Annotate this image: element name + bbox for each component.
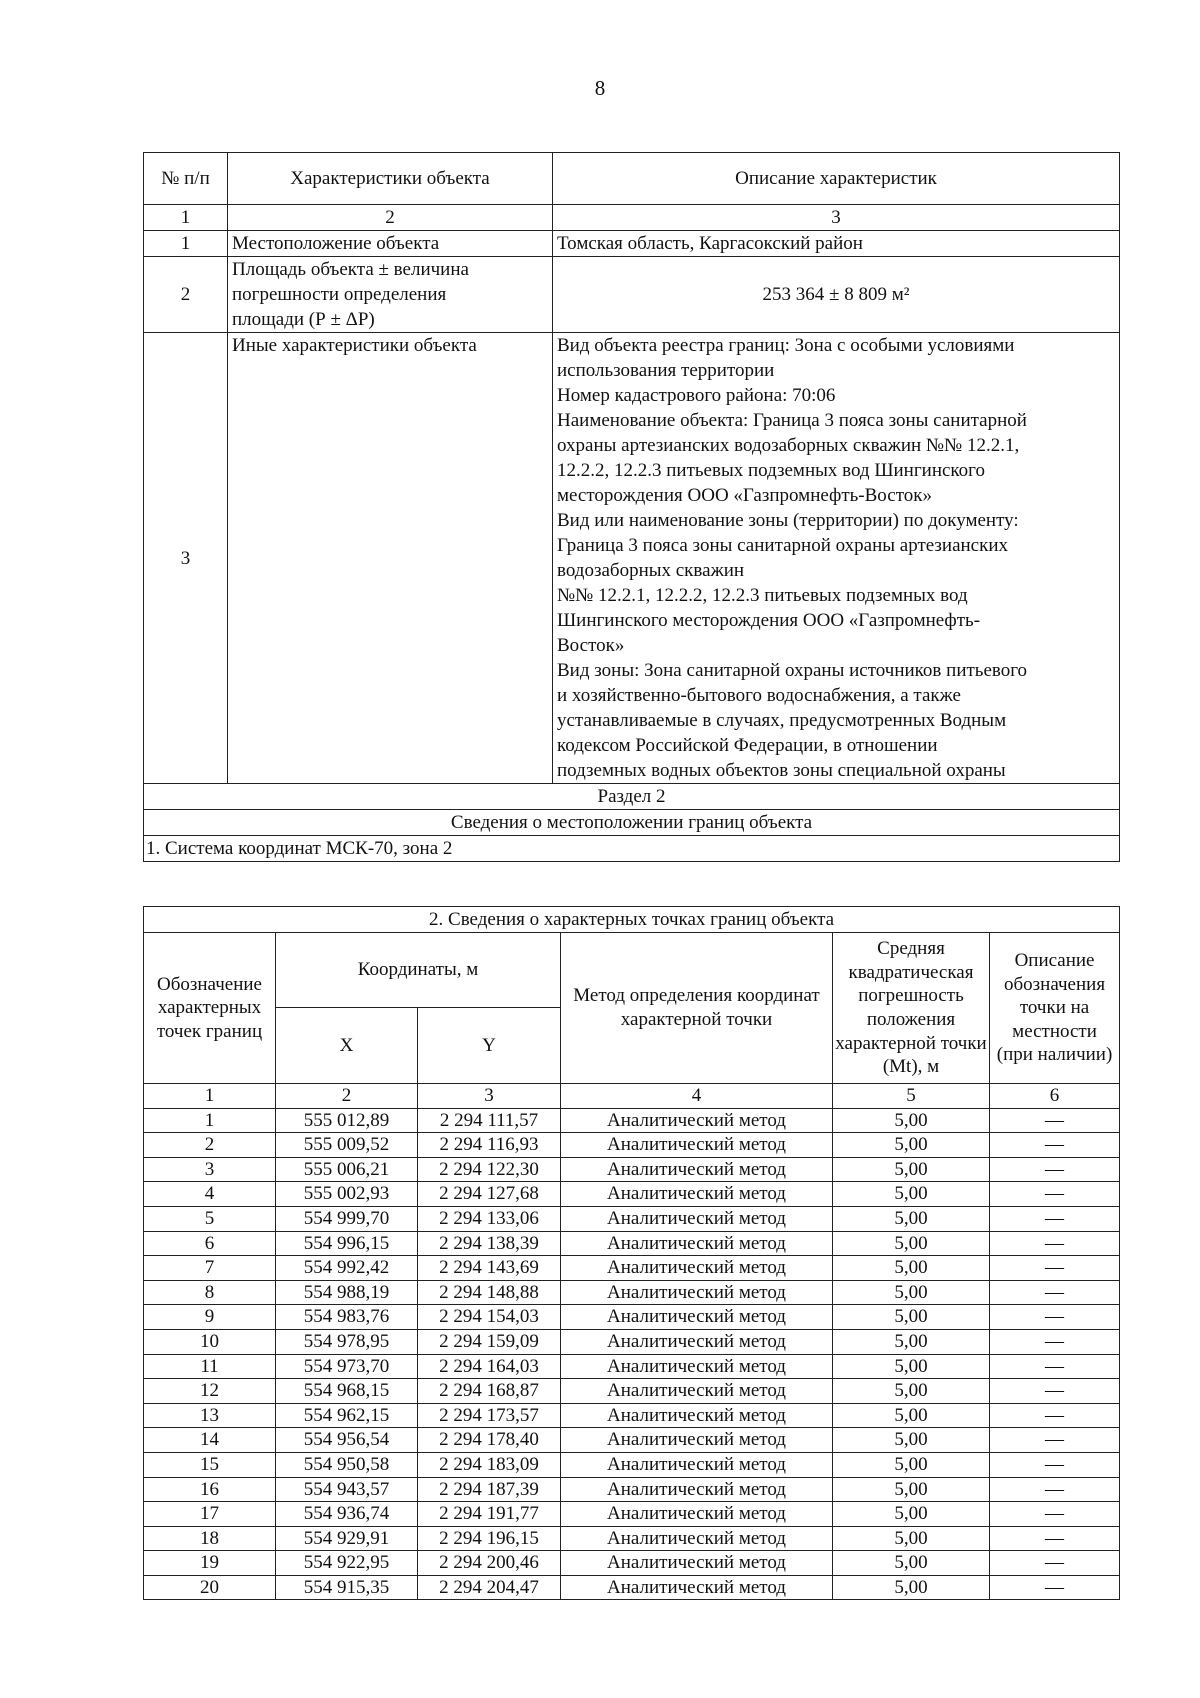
text-line: Восток» <box>557 635 625 656</box>
section-title-row <box>144 784 1120 810</box>
row-desc <box>553 333 1120 784</box>
coord-x: 554 988,19 <box>276 1280 418 1305</box>
error: 5,00 <box>833 1182 990 1207</box>
coord-x: 554 929,91 <box>276 1526 418 1551</box>
coord-y: 2 294 168,87 <box>418 1379 561 1404</box>
row-number: 3 <box>144 333 228 784</box>
table-row <box>144 1231 1120 1256</box>
table-row <box>144 1526 1120 1551</box>
coord-x: 554 936,74 <box>276 1502 418 1527</box>
col-number: 3 <box>553 205 1120 231</box>
point-number: 16 <box>144 1477 276 1502</box>
coord-y: 2 294 173,57 <box>418 1403 561 1428</box>
point-number: 11 <box>144 1354 276 1379</box>
text-line: Наименование объекта: Граница 3 пояса зоны санитарной <box>557 410 1027 431</box>
error: 5,00 <box>833 1305 990 1330</box>
point-number: 20 <box>144 1575 276 1600</box>
point-description: — <box>990 1108 1120 1133</box>
error: 5,00 <box>833 1280 990 1305</box>
point-number: 13 <box>144 1403 276 1428</box>
point-number: 8 <box>144 1280 276 1305</box>
coord-x: 555 009,52 <box>276 1133 418 1158</box>
col-number: 5 <box>833 1084 990 1109</box>
text-line: подземных водных объектов зоны специальной охраны <box>557 760 1006 781</box>
coord-x: 554 915,35 <box>276 1575 418 1600</box>
method: Аналитический метод <box>561 1108 833 1133</box>
col-number: 2 <box>228 205 553 231</box>
column-numbers-row <box>144 1084 1120 1109</box>
table-row <box>144 1403 1120 1428</box>
row-desc: Томская область, Каргасокский район <box>553 231 1120 257</box>
table-row <box>144 1280 1120 1305</box>
point-description: — <box>990 1551 1120 1576</box>
column-numbers-row <box>144 205 1120 231</box>
header-error: Средняя квадратическая погрешность положения характерной точки (Mt), м <box>833 933 990 1084</box>
text-line: водозаборных скважин <box>557 560 745 581</box>
coord-x: 554 968,15 <box>276 1379 418 1404</box>
point-description: — <box>990 1379 1120 1404</box>
coord-y: 2 294 111,57 <box>418 1108 561 1133</box>
point-number: 17 <box>144 1502 276 1527</box>
coord-system: 1. Система координат МСК-70, зона 2 <box>144 836 1120 862</box>
coord-x: 554 950,58 <box>276 1452 418 1477</box>
error: 5,00 <box>833 1477 990 1502</box>
table-row <box>144 1551 1120 1576</box>
error: 5,00 <box>833 1403 990 1428</box>
table-row <box>144 1354 1120 1379</box>
text-line: Площадь объекта ± величина <box>232 259 469 280</box>
section-subtitle: Сведения о местоположении границ объекта <box>144 810 1120 836</box>
row-desc: 253 364 ± 8 809 м² <box>553 257 1120 333</box>
coord-y: 2 294 187,39 <box>418 1477 561 1502</box>
text-line: охраны артезианских водозаборных скважин №№ 12.2.1, <box>557 435 1020 456</box>
text-line: погрешности определения <box>232 284 447 305</box>
error: 5,00 <box>833 1526 990 1551</box>
table-row <box>144 1256 1120 1281</box>
coord-x: 554 983,76 <box>276 1305 418 1330</box>
col-number: 1 <box>144 1084 276 1109</box>
points-title-row <box>144 907 1120 933</box>
coord-y: 2 294 148,88 <box>418 1280 561 1305</box>
point-number: 6 <box>144 1231 276 1256</box>
col-number: 1 <box>144 205 228 231</box>
point-number: 4 <box>144 1182 276 1207</box>
coord-y: 2 294 178,40 <box>418 1428 561 1453</box>
points-body <box>144 1108 1120 1600</box>
row-name: Местоположение объекта <box>228 231 553 257</box>
error: 5,00 <box>833 1428 990 1453</box>
text-line: площади (Р ± ΔР) <box>232 309 375 330</box>
header-description: Описание характеристик <box>553 153 1120 205</box>
table-row <box>144 1305 1120 1330</box>
method: Аналитический метод <box>561 1305 833 1330</box>
col-number: 4 <box>561 1084 833 1109</box>
point-number: 1 <box>144 1108 276 1133</box>
point-number: 5 <box>144 1206 276 1231</box>
point-description: — <box>990 1526 1120 1551</box>
point-description: — <box>990 1133 1120 1158</box>
method: Аналитический метод <box>561 1428 833 1453</box>
point-number: 7 <box>144 1256 276 1281</box>
method: Аналитический метод <box>561 1403 833 1428</box>
row-name <box>228 257 553 333</box>
coord-y: 2 294 191,77 <box>418 1502 561 1527</box>
text-line: Вид объекта реестра границ: Зона с особыми условиями <box>557 335 1015 356</box>
table-row <box>144 1108 1120 1133</box>
coord-x: 555 006,21 <box>276 1157 418 1182</box>
point-description: — <box>990 1477 1120 1502</box>
method: Аналитический метод <box>561 1354 833 1379</box>
point-number: 10 <box>144 1329 276 1354</box>
table-row <box>144 1206 1120 1231</box>
point-description: — <box>990 1502 1120 1527</box>
point-number: 9 <box>144 1305 276 1330</box>
text-line: Шингинского месторождения ООО «Газпромнефть- <box>557 610 981 631</box>
error: 5,00 <box>833 1206 990 1231</box>
table-row <box>144 1428 1120 1453</box>
point-number: 12 <box>144 1379 276 1404</box>
coord-y: 2 294 122,30 <box>418 1157 561 1182</box>
method: Аналитический метод <box>561 1329 833 1354</box>
coord-y: 2 294 196,15 <box>418 1526 561 1551</box>
points-header-row <box>144 933 1120 1008</box>
page-number: 8 <box>594 76 606 100</box>
error: 5,00 <box>833 1502 990 1527</box>
row-name: Иные характеристики объекта <box>228 333 553 784</box>
header-coords: Координаты, м <box>276 933 561 1008</box>
error: 5,00 <box>833 1379 990 1404</box>
col-number: 2 <box>276 1084 418 1109</box>
table-row <box>144 1452 1120 1477</box>
section-title: Раздел 2 <box>144 784 1120 810</box>
point-description: — <box>990 1305 1120 1330</box>
header-number: № п/п <box>144 153 228 205</box>
text-line: Граница 3 пояса зоны санитарной охраны артезианских <box>557 535 1009 556</box>
method: Аналитический метод <box>561 1452 833 1477</box>
point-description: — <box>990 1354 1120 1379</box>
coord-y: 2 294 159,09 <box>418 1329 561 1354</box>
error: 5,00 <box>833 1551 990 1576</box>
text-line: 12.2.2, 12.2.3 питьевых подземных вод Шингинского <box>557 460 986 481</box>
point-description: — <box>990 1182 1120 1207</box>
point-description: — <box>990 1206 1120 1231</box>
error: 5,00 <box>833 1157 990 1182</box>
point-number: 18 <box>144 1526 276 1551</box>
method: Аналитический метод <box>561 1575 833 1600</box>
table-row <box>144 1182 1120 1207</box>
header-x: X <box>276 1008 418 1084</box>
method: Аналитический метод <box>561 1526 833 1551</box>
point-description: — <box>990 1403 1120 1428</box>
point-number: 15 <box>144 1452 276 1477</box>
text-line: и хозяйственно-бытового водоснабжения, а также <box>557 685 961 706</box>
table-row <box>144 1502 1120 1527</box>
coord-y: 2 294 164,03 <box>418 1354 561 1379</box>
table-row <box>144 257 1120 333</box>
coord-y: 2 294 204,47 <box>418 1575 561 1600</box>
header-characteristics: Характеристики объекта <box>228 153 553 205</box>
point-number: 19 <box>144 1551 276 1576</box>
coord-x: 554 973,70 <box>276 1354 418 1379</box>
row-number: 1 <box>144 231 228 257</box>
error: 5,00 <box>833 1231 990 1256</box>
table-row <box>144 333 1120 784</box>
point-description: — <box>990 1329 1120 1354</box>
coord-x: 554 922,95 <box>276 1551 418 1576</box>
method: Аналитический метод <box>561 1256 833 1281</box>
method: Аналитический метод <box>561 1551 833 1576</box>
table-row <box>144 1157 1120 1182</box>
coord-y: 2 294 143,69 <box>418 1256 561 1281</box>
text-line: Номер кадастрового района: 70:06 <box>557 385 836 406</box>
text-line: месторождения ООО «Газпромнефть-Восток» <box>557 485 932 506</box>
coord-y: 2 294 138,39 <box>418 1231 561 1256</box>
method: Аналитический метод <box>561 1206 833 1231</box>
method: Аналитический метод <box>561 1157 833 1182</box>
method: Аналитический метод <box>561 1379 833 1404</box>
header-point-description: Описание обозначения точки на местности (при наличии) <box>990 933 1120 1084</box>
table-header-row <box>144 153 1120 205</box>
points-title: 2. Сведения о характерных точках границ объекта <box>144 907 1120 933</box>
col-number: 3 <box>418 1084 561 1109</box>
coord-y: 2 294 183,09 <box>418 1452 561 1477</box>
text-line: кодексом Российской Федерации, в отношении <box>557 735 938 756</box>
characteristics-table <box>143 152 1120 862</box>
point-description: — <box>990 1428 1120 1453</box>
text-line: Вид или наименование зоны (территории) по документу: <box>557 510 1019 531</box>
table-row <box>144 1477 1120 1502</box>
table-row <box>144 231 1120 257</box>
point-number: 14 <box>144 1428 276 1453</box>
header-method: Метод определения координат характерной точки <box>561 933 833 1084</box>
point-number: 3 <box>144 1157 276 1182</box>
coord-x: 555 002,93 <box>276 1182 418 1207</box>
coord-x: 554 962,15 <box>276 1403 418 1428</box>
error: 5,00 <box>833 1452 990 1477</box>
coord-x: 554 999,70 <box>276 1206 418 1231</box>
coord-x: 554 996,15 <box>276 1231 418 1256</box>
method: Аналитический метод <box>561 1502 833 1527</box>
point-number: 2 <box>144 1133 276 1158</box>
point-description: — <box>990 1452 1120 1477</box>
method: Аналитический метод <box>561 1133 833 1158</box>
coord-y: 2 294 116,93 <box>418 1133 561 1158</box>
coord-y: 2 294 127,68 <box>418 1182 561 1207</box>
error: 5,00 <box>833 1133 990 1158</box>
point-description: — <box>990 1280 1120 1305</box>
coord-system-row <box>144 836 1120 862</box>
error: 5,00 <box>833 1354 990 1379</box>
method: Аналитический метод <box>561 1280 833 1305</box>
table-row <box>144 1575 1120 1600</box>
text-line: устанавливаемые в случаях, предусмотренных Водным <box>557 710 1007 731</box>
coord-y: 2 294 154,03 <box>418 1305 561 1330</box>
coord-y: 2 294 133,06 <box>418 1206 561 1231</box>
coord-x: 554 943,57 <box>276 1477 418 1502</box>
point-description: — <box>990 1256 1120 1281</box>
text-line: №№ 12.2.1, 12.2.2, 12.2.3 питьевых подземных вод <box>557 585 968 606</box>
coord-x: 554 992,42 <box>276 1256 418 1281</box>
header-y: Y <box>418 1008 561 1084</box>
section-subtitle-row <box>144 810 1120 836</box>
method: Аналитический метод <box>561 1231 833 1256</box>
points-table <box>143 906 1120 1600</box>
point-description: — <box>990 1157 1120 1182</box>
table-row <box>144 1329 1120 1354</box>
error: 5,00 <box>833 1329 990 1354</box>
point-description: — <box>990 1575 1120 1600</box>
coord-x: 554 978,95 <box>276 1329 418 1354</box>
coord-x: 554 956,54 <box>276 1428 418 1453</box>
error: 5,00 <box>833 1575 990 1600</box>
table-row <box>144 1133 1120 1158</box>
text-line: использования территории <box>557 360 775 381</box>
col-number: 6 <box>990 1084 1120 1109</box>
row-number: 2 <box>144 257 228 333</box>
method: Аналитический метод <box>561 1477 833 1502</box>
method: Аналитический метод <box>561 1182 833 1207</box>
header-designation: Обозначение характерных точек границ <box>144 933 276 1084</box>
coord-x: 555 012,89 <box>276 1108 418 1133</box>
coord-y: 2 294 200,46 <box>418 1551 561 1576</box>
error: 5,00 <box>833 1108 990 1133</box>
error: 5,00 <box>833 1256 990 1281</box>
table-row <box>144 1379 1120 1404</box>
text-line: Вид зоны: Зона санитарной охраны источников питьевого <box>557 660 1028 681</box>
point-description: — <box>990 1231 1120 1256</box>
